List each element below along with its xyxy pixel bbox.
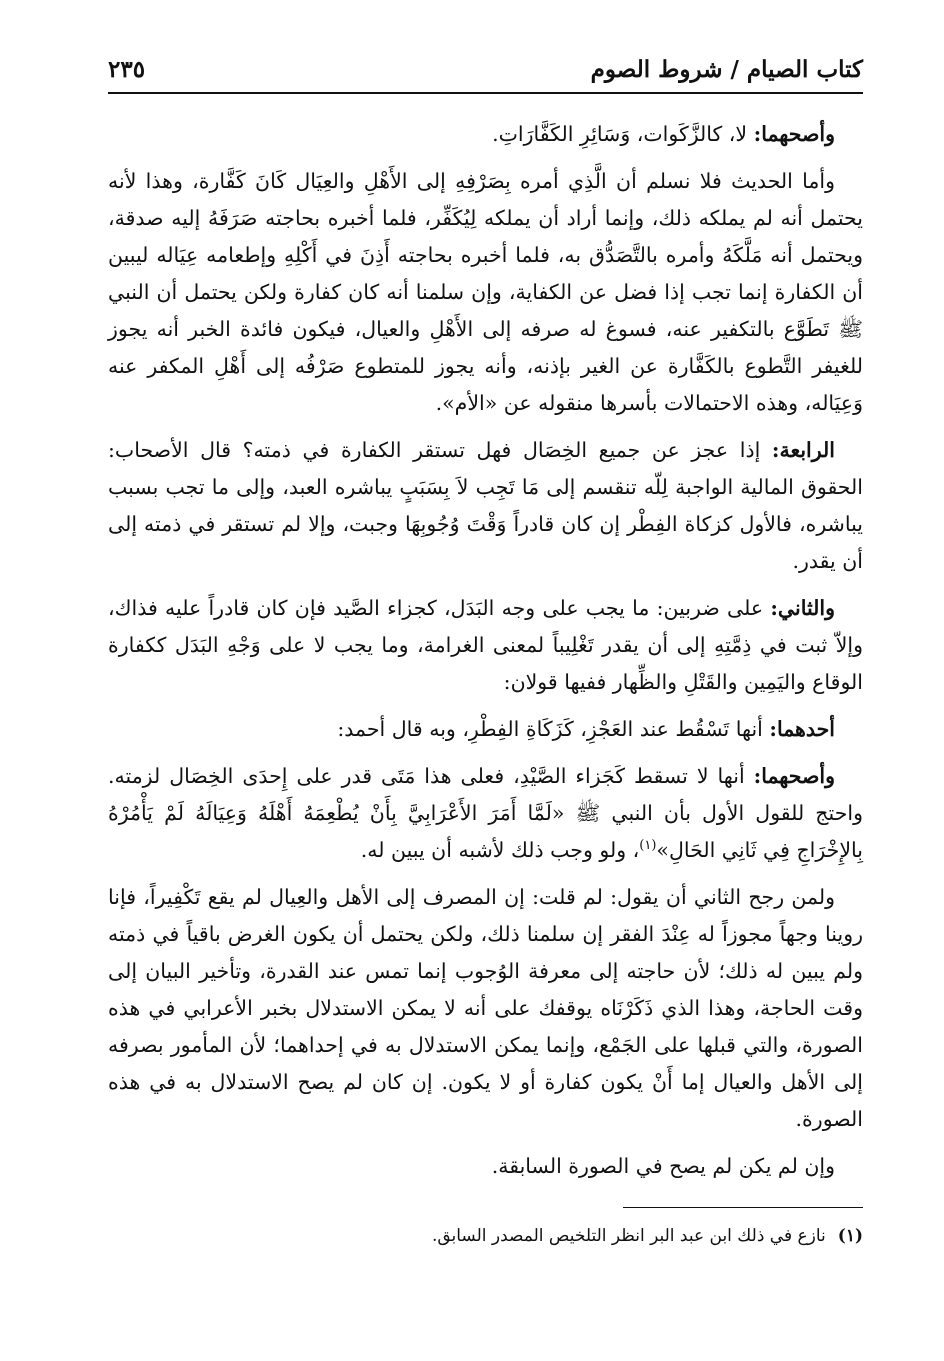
paragraph <box>108 758 863 869</box>
paragraph <box>108 116 863 153</box>
paragraph-text: وأما الحديث فلا نسلم أن الَّذِي أمره بِصَرْفِهِ إلى الأَهْلِ والعِيَال كَانَ كَفَّارة، وهذا لأنه يحتمل أنه لم يملكه ذلك، وإنما أراد أن يملكه لِيُكَفِّر، فلما أخبره بحاجته صَرَفَهُ إليه صدقة، ويحتمل أنه مَلَّكَهُ وأمره بالتَّصَدُّق به، فلما أخبره بحاجته أَذِنَ في أَكْلِهِ وإطعامه عِيَاله ليبين أن الكفارة إنما تجب إذا فضل عن الكفاية، وإن سلمنا أنه كان كفارة ولكن يحتمل أن النبي ﷺ تَطَوَّع بالتكفير عنه، فسوغ له صرفه إلى الأَهْلِ والعيال، فيكون فائدة الخبر أنه يجوز للغيفر التَّطوع بالكَفَّارة عن الغير بإذنه، وأنه يجوز للمتطوع صَرْفُه إلى أَهْلِ المكفر عنه وَعِيَاله، وهذه الاحتمالات بأسرها منقوله عن «الأم». <box>108 169 863 415</box>
paragraph <box>108 163 863 422</box>
paragraph-lead: وأصحهما: <box>753 764 835 788</box>
paragraph <box>108 1148 863 1185</box>
footnote-number: (١) <box>837 1226 863 1246</box>
paragraph-lead: وأصحهما: <box>753 122 835 146</box>
paragraph-text-tail: ، ولو وجب ذلك لأشبه أن يبين له. <box>360 838 640 862</box>
paragraph-text: وإن لم يكن لم يصح في الصورة السابقة. <box>491 1154 835 1178</box>
paragraph-lead: والثاني: <box>770 596 835 620</box>
footnote-reference[interactable]: (١) <box>639 838 657 854</box>
paragraph-lead: الرابعة: <box>771 438 835 462</box>
page-number: ٢٣٥ <box>108 56 146 83</box>
paragraph <box>108 711 863 748</box>
paragraph-text: أنها لا تسقط كَجَزاء الصَّيْدِ، فعلى هذا مَتَى قدر على إِحدَى الخِصَال لزمته. واحتج للقول الأول بأن النبي ﷺ «لَمَّا أَمَرَ الأَعْرَابِيَّ بِأَنْ يُطْعِمَهُ أَهْلَهُ وَعِيَالَهُ لَمْ يَأْمُرْهُ بِالإِخْرَاجِ فِي ثَانِي الحَالِ» <box>108 764 863 862</box>
footnote-text: نازع في ذلك ابن عبد البر انظر التلخيص المصدر السابق. <box>431 1226 826 1246</box>
paragraph-text: لا، كالزَّكَوات، وَسَائِرِ الكَفَّارَاتِ. <box>492 122 754 146</box>
footnote <box>108 1222 863 1250</box>
footnote-divider <box>623 1207 863 1208</box>
page-header <box>108 48 863 94</box>
paragraph-lead: أحدهما: <box>769 717 835 741</box>
paragraph-text: على ضربين: ما يجب على وجه البَدَل، كجزاء الصَّيد فإن كان قادراً عليه فذاك، وإلاّ ثبت في ذِمَّتِهِ إلى أن يقدر تَغْلِيباً لمعنى الغرامة، وما يجب لا على وَجْهِ البَدَل ككفارة الوقاع واليَمِين والقَتْلِ والظِّهار ففيها قولان: <box>108 596 863 694</box>
book-page <box>108 48 863 1338</box>
paragraph-text: أنها تَسْقُط عند العَجْزِ، كَزَكَاةِ الفِطْرِ، وبه قال أحمد: <box>337 717 770 741</box>
paragraph <box>108 879 863 1138</box>
paragraph <box>108 432 863 580</box>
paragraph <box>108 590 863 701</box>
paragraph-text: إذا عجز عن جميع الخِصَال فهل تستقر الكفارة في ذمته؟ قال الأصحاب: الحقوق المالية الواجبة لِلّه تنقسم إلى مَا تَجِب لاَ بِسَبَبٍ يباشره العبد، وإلى ما تجب بسبب يباشره، فالأول كزكاة الفِطْر إن كان قادراً وَقْتَ وُجُوبِهَا وجبت، وإلا لم تستقر في ذمته إلى أن يقدر. <box>108 438 863 573</box>
page-body <box>108 94 863 1250</box>
paragraph-text: ولمن رجح الثاني أن يقول: لم قلت: إن المصرف إلى الأهل والعِيال لم يقع تَكْفِيراً، فإنا روينا وجهاً مجوزاً له عِنْدَ الفقر إن سلمنا ذلك، ولكن يحتمل أن يكون الغرض باقياً في ذمته ولم يبين له ذلك؛ لأن حاجته إلى معرفة الوُجوب إنما تمس عند القدرة، وتأخير البيان إلى وقت الحاجة، وهذا الذي ذَكَرْنَاه يوقفك على أنه لا يمكن الاستدلال بخبر الأعرابي في هذه الصورة، والتي قبلها على الجَمْع، وإنما يمكن الاستدلال به في إحداهما؛ لأن المأمور بصرفه إلى الأهل والعيال إما أَنْ يكون كفارة أو لا يكون. إن كان لم يصح الاستدلال به في هذه الصورة. <box>108 885 863 1131</box>
running-title: كتاب الصيام / شروط الصوم <box>590 56 863 83</box>
